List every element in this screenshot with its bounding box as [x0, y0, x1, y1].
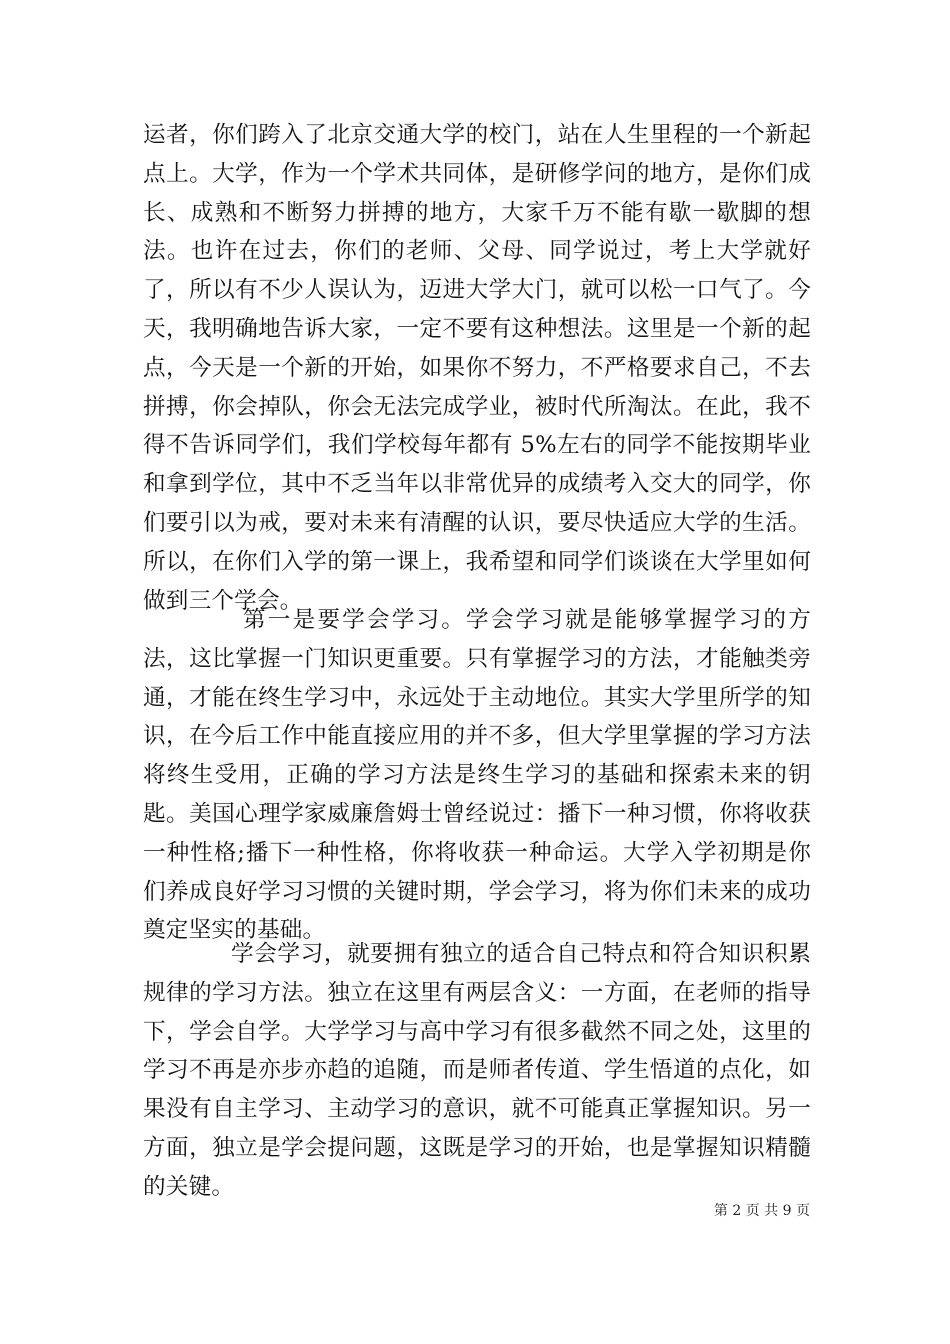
page-number-footer: 第 2 页 共 9 页: [713, 1203, 810, 1219]
paragraph-3: 学会学习，就要拥有独立的适合自己特点和符合知识积累规律的学习方法。独立在这里有两层含义：一方面，在老师的指导下，学会自学。大学学习与高中学习有很多截然不同之处，这里的学习不再是亦步亦趋的追随，而是师者传道、学生悟道的点化，如果没有自主学习、主动学习的意识，就不可能真正掌握知识。另一方面，独立是学会提问题，这既是学习的开始，也是掌握知识精髓的关键。: [143, 941, 811, 1200]
paragraph-1: 运者，你们跨入了北京交通大学的校门，站在人生里程的一个新起点上。大学，作为一个学术共同体，是研修学问的地方，是你们成长、成熟和不断努力拼搏的地方，大家千万不能有歇一歇脚的想法。也许在过去，你们的老师、父母、同学说过，考上大学就好了，所以有不少人误认为，迈进大学大门，就可以松一口气了。今天，我明确地告诉大家，一定不要有这种想法。这里是一个新的起点，今天是一个新的开始，如果你不努力，不严格要求自己，不去拼搏，你会掉队，你会无法完成学业，被时代所淘汰。在此，我不得不告诉同学们，我们学校每年都有 5%左右的同学不能按期毕业和拿到学位，其中不乏当年以非常优异的成绩考入交大的同学，你们要引以为戒，要对未来有清醒的认识，要尽快适应大学的生活。所以，在你们入学的第一课上，我希望和同学们谈谈在大学里如何做到三个学会。: [143, 122, 811, 614]
paragraph-2: 第一是要学会学习。学会学习就是能够掌握学习的方法，这比掌握一门知识更重要。只有掌握学习的方法，才能触类旁通，才能在终生学习中，永远处于主动地位。其实大学里所学的知识，在今后工作中能直接应用的并不多，但大学里掌握的学习方法将终生受用，正确的学习方法是终生学习的基础和探索未来的钥匙。美国心理学家威廉詹姆士曾经说过：播下一种习惯，你将收获一种性格;播下一种性格，你将收获一种命运。大学入学初期是你们养成良好学习习惯的关键时期，学会学习，将为你们未来的成功奠定坚实的基础。: [143, 607, 811, 944]
